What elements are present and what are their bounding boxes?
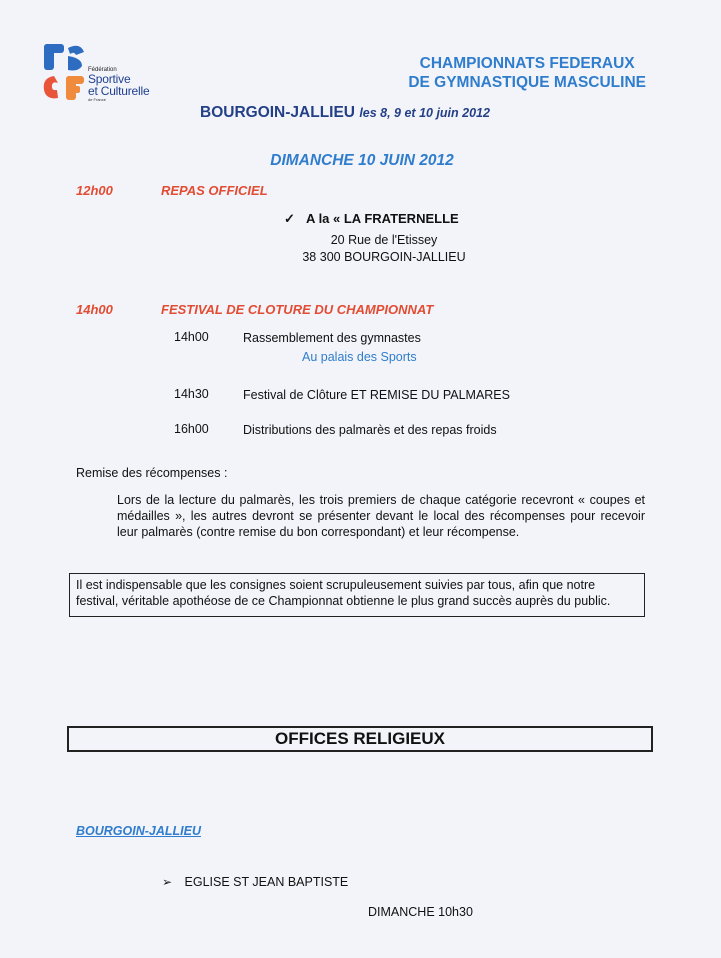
festival-title: FESTIVAL DE CLOTURE DU CHAMPIONNAT <box>161 302 434 317</box>
logo-line1: Fédération <box>88 67 117 73</box>
address-line2: 38 300 BOURGOIN-JALLIEU <box>302 250 466 264</box>
program-time: 14h30 <box>174 387 209 401</box>
check-icon: ✓ <box>284 211 295 226</box>
championship-title <box>408 54 646 92</box>
city-link[interactable]: BOURGOIN-JALLIEU <box>76 824 201 838</box>
lunch-address <box>274 232 494 266</box>
church-item <box>162 875 348 889</box>
logo-line2: Sportive <box>88 72 131 86</box>
program-subtext: Au palais des Sports <box>302 350 417 364</box>
rewards-body: Lors de la lecture du palmarès, les trois premiers de chaque catégorie recevront « coupes et médailles », les autres devront se présenter devant le local des récompenses pour recevoir leur palmarès (contre remise du bon correspondant) et leur récompense. <box>117 493 645 539</box>
offices-title: OFFICES RELIGIEUX <box>274 729 446 748</box>
logo-line4: de France <box>88 97 107 102</box>
program-text: Distributions des palmarès et des repas froids <box>243 423 497 437</box>
address-line1: 20 Rue de l'Etissey <box>330 233 438 247</box>
venue-dates: les 8, 9 et 10 juin 2012 <box>359 106 490 120</box>
lunch-place <box>284 211 459 227</box>
lunch-place-name: A la « LA FRATERNELLE <box>306 211 459 226</box>
day-title <box>0 152 721 170</box>
church-name: EGLISE ST JEAN BAPTISTE <box>184 875 349 889</box>
program-text: Rassemblement des gymnastes <box>243 331 421 345</box>
day-title-text: DIMANCHE 10 JUIN 2012 <box>270 152 454 169</box>
arrow-bullet-icon: ➢ <box>162 875 173 889</box>
program-time: 14h00 <box>174 330 209 344</box>
venue-city: BOURGOIN-JALLIEU <box>200 104 355 121</box>
title-line2: DE GYMNASTIQUE MASCULINE <box>408 74 646 91</box>
lunch-time: 12h00 <box>76 183 113 198</box>
offices-title-box <box>67 726 653 752</box>
lunch-title: REPAS OFFICIEL <box>161 183 268 198</box>
mass-time: DIMANCHE 10h30 <box>368 905 473 919</box>
fscf-logo-text <box>88 67 149 102</box>
rewards-heading: Remise des récompenses : <box>76 466 228 480</box>
program-time: 16h00 <box>174 422 209 436</box>
venue-line <box>200 104 490 122</box>
logo-line3: et Culturelle <box>88 84 150 98</box>
fscf-logo-mark <box>42 42 88 108</box>
title-line1: CHAMPIONNATS FEDERAUX <box>419 55 635 72</box>
festival-time: 14h00 <box>76 302 113 317</box>
program-text: Festival de Clôture ET REMISE DU PALMARES <box>243 388 510 402</box>
notice-box: Il est indispensable que les consignes soient scrupuleusement suivies par tous, afin que notre festival, véritable apothéose de ce Championnat obtienne le plus grand succès auprès du public. <box>69 573 645 617</box>
